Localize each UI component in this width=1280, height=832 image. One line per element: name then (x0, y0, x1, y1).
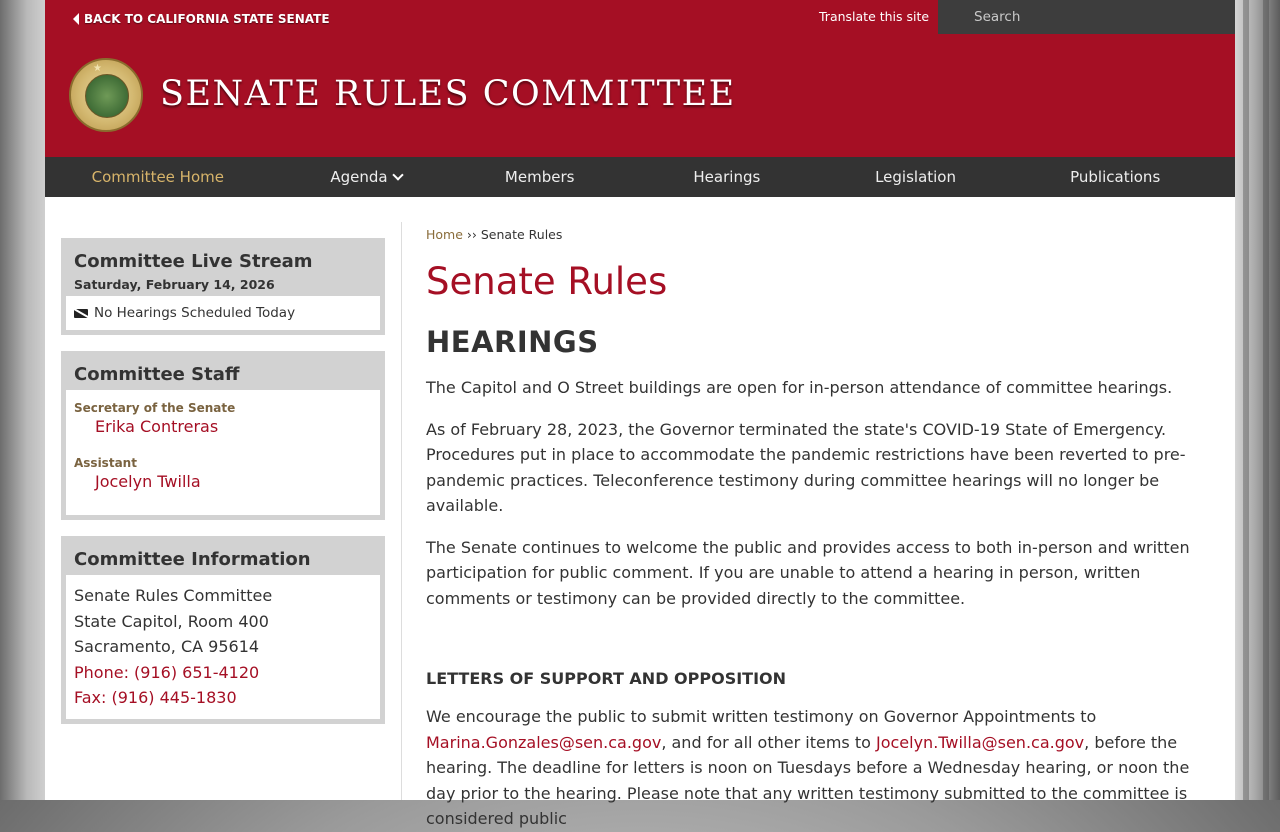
caret-left-icon (73, 13, 79, 25)
page-container (45, 0, 1235, 828)
live-stream-panel (61, 238, 385, 335)
committee-info-panel (61, 536, 385, 724)
site-title[interactable]: SENATE RULES COMMITTEE (160, 74, 736, 114)
chevron-down-icon (392, 169, 403, 180)
fax-link[interactable]: Fax: (916) 445-1830 (74, 688, 237, 708)
seal-center (85, 74, 129, 118)
email-link-jocelyn[interactable]: Jocelyn.Twilla@sen.ca.gov (875, 732, 1085, 752)
video-off-icon (74, 309, 88, 318)
hearings-heading: HEARINGS (426, 325, 599, 359)
breadcrumb-home-link[interactable]: Home (426, 227, 463, 242)
staff-name-link[interactable]: Erika Contreras (95, 417, 219, 436)
back-link-label: BACK TO CALIFORNIA STATE SENATE (84, 12, 330, 26)
letters-heading: LETTERS OF SUPPORT AND OPPOSITION (426, 669, 787, 688)
letters-text-b: , and for all other items to (661, 732, 876, 752)
nav-agenda[interactable] (271, 157, 462, 197)
staff-role: Assistant (74, 456, 137, 470)
page-title: Senate Rules (426, 260, 668, 303)
nav-hearings[interactable]: Hearings (693, 168, 761, 186)
letters-text-a: We encourage the public to submit written testimony on Governor Appointments to (426, 707, 1097, 726)
nav-agenda-label: Agenda (330, 168, 388, 186)
breadcrumb (426, 227, 1216, 242)
nav-members[interactable]: Members (504, 168, 575, 186)
committee-info-box (66, 575, 380, 719)
breadcrumb-separator: ›› (462, 227, 481, 242)
staff-role: Secretary of the Senate (74, 401, 236, 415)
paragraph-public-comment: The Senate continues to welcome the public and provides access to both in-person and written participation for public comment. If you are unable to attend a hearing in person, written comments or testimony can be provided directly to the committee. (426, 537, 1190, 608)
staff-title: Committee Staff (74, 364, 240, 385)
breadcrumb-current: Senate Rules (480, 227, 563, 242)
back-to-senate-link[interactable] (73, 12, 330, 26)
search-input[interactable] (938, 0, 1224, 34)
paragraph-buildings-open: The Capitol and O Street buildings are open for in-person attendance of committee hearings. (426, 378, 1173, 397)
live-stream-date: Saturday, February 14, 2026 (74, 277, 275, 292)
email-link-marina[interactable]: Marina.Gonzales@sen.ca.gov (426, 732, 662, 752)
nav-legislation[interactable]: Legislation (875, 168, 956, 186)
background-column (1243, 0, 1249, 800)
nav-committee-home[interactable]: Committee Home (91, 168, 224, 186)
staff-panel (61, 351, 385, 520)
staff-list (66, 390, 380, 515)
sidebar (61, 238, 385, 740)
search-box (938, 0, 1235, 34)
background-column (1263, 0, 1269, 800)
paragraph-covid: As of February 28, 2023, the Governor terminated the state's COVID-19 State of Emergency. Procedures put in place to accommodate the pandemic restrictions have been reverted to pre-pandemic practices. Teleconference testimony during committee hearings will no longer be available. (426, 419, 1186, 515)
background-right (1235, 0, 1280, 800)
live-stream-title: Committee Live Stream (74, 251, 313, 272)
committee-name: Senate Rules Committee (74, 586, 273, 605)
live-stream-status-text: No Hearings Scheduled Today (94, 305, 296, 321)
nav-publications[interactable]: Publications (1070, 168, 1161, 186)
phone-link[interactable]: Phone: (916) 651-4120 (74, 662, 260, 682)
column-divider (401, 222, 402, 800)
staff-name-link[interactable]: Jocelyn Twilla (95, 472, 201, 491)
live-stream-status (66, 296, 380, 330)
main-content (426, 227, 1216, 832)
address-line-1: State Capitol, Room 400 (74, 611, 269, 631)
committee-info-title: Committee Information (74, 549, 311, 570)
address-line-2: Sacramento, CA 95614 (74, 637, 260, 657)
seal-star-icon: ★ (93, 63, 102, 74)
background-left (0, 0, 45, 800)
main-nav (45, 157, 1235, 197)
letters-text-c: , before the hearing. The deadline for letters is noon on Tuesdays before a Wednesday hearing, or noon the day prior to the hearing. Please note that any written testimony submitted to the committee is considered public (426, 732, 1190, 828)
senate-seal-logo[interactable] (69, 58, 143, 132)
site-header (45, 0, 1235, 157)
paragraph-letters (426, 704, 1216, 832)
translate-link[interactable]: Translate this site (819, 9, 930, 24)
